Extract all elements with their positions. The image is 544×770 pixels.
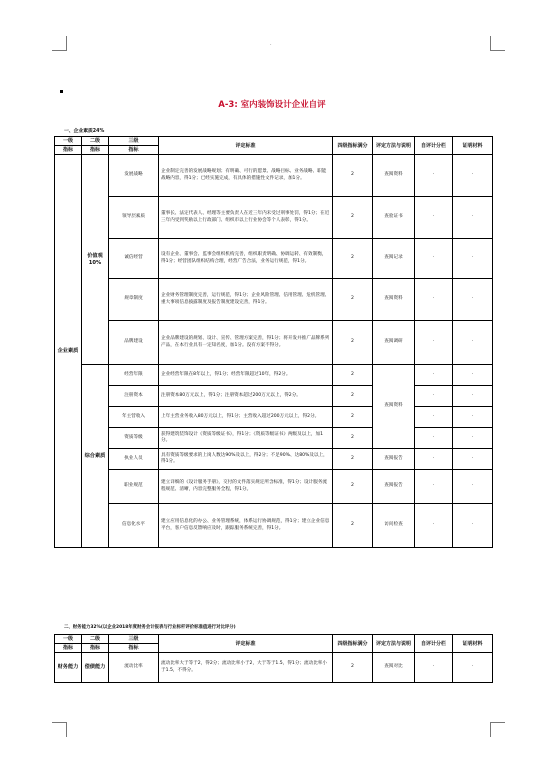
- indicator-method: 查阅报告: [373, 449, 415, 470]
- header-level4: 四级指标满分: [333, 137, 373, 155]
- self-score-cell[interactable]: ·: [415, 155, 453, 197]
- indicator-name: 资质等级: [109, 428, 159, 449]
- indicator-score: 2: [333, 653, 373, 683]
- self-score-cell[interactable]: ·: [415, 470, 453, 504]
- indicator-method: 查阅资料: [373, 155, 415, 197]
- indicator-standard: 上年主营业务收入80万元以上，得1分；主营收入超过200万元以上，得2分。: [159, 407, 333, 428]
- table-row: [55, 155, 493, 197]
- indicator-name: 诚信经营: [109, 239, 159, 279]
- section-heading-1: 一、企业素质24%: [64, 129, 105, 134]
- indicator-name: 流动比率: [109, 653, 159, 683]
- self-score-cell[interactable]: ·: [415, 428, 453, 449]
- header-level2-sub: 指标: [82, 146, 109, 155]
- proof-cell[interactable]: ·: [453, 321, 493, 365]
- self-score-cell[interactable]: ·: [415, 504, 453, 548]
- indicator-method: 查阅对比: [373, 653, 415, 683]
- indicator-method: 查阅报告: [373, 470, 415, 504]
- assessment-table-1: [54, 136, 493, 548]
- header-mark: ·: [270, 42, 272, 48]
- indicator-standard: 建立详细的《设计服务手册》，交付的文件落实规定所含标准，得1分；设计服务流程规范、清晰，内容完整服务全程，得1分。: [159, 470, 333, 504]
- table-row: [55, 197, 493, 239]
- section-heading-2: 二、财务能力32%(以企业2018年度财务会计报表与行业标杆评价标准值进行对比评分): [64, 625, 236, 630]
- header-standard: 评定标准: [159, 137, 333, 155]
- header-level2: 二级: [82, 635, 109, 644]
- indicator-score: 2: [333, 155, 373, 197]
- self-score-cell[interactable]: ·: [415, 449, 453, 470]
- indicator-score: 2: [333, 386, 373, 407]
- header-standard: 评定标准: [159, 635, 333, 653]
- table-row: [55, 504, 493, 548]
- indicator-standard: 董事长、法定代表人、经理等主要负责人在近三年内未受过刑事处罚，得1分；在近三年内受到奖励以上行政部门、组织市以上行业协会等个人表彰，得1分。: [159, 197, 333, 239]
- proof-cell[interactable]: ·: [453, 449, 493, 470]
- proof-cell[interactable]: ·: [453, 155, 493, 197]
- header-level2: 二级: [82, 137, 109, 146]
- indicator-score: 2: [333, 449, 373, 470]
- indicator-score: 2: [333, 470, 373, 504]
- header-level3: 三级: [109, 137, 159, 146]
- crop-mark-bottom-right: [490, 722, 505, 737]
- proof-cell[interactable]: ·: [453, 239, 493, 279]
- table-row: [55, 321, 493, 365]
- header-method: 评定方法与说明: [373, 635, 415, 653]
- indicator-score: 2: [333, 504, 373, 548]
- indicator-method: 查阅资料: [373, 365, 415, 449]
- self-score-cell[interactable]: ·: [415, 239, 453, 279]
- indicator-standard: 企业经营年限在8年以上，得1分；经营年限超过10年，得2分。: [159, 365, 333, 386]
- indicator-name: 领导层素质: [109, 197, 159, 239]
- page-title: A-3: 室内装饰设计企业自评: [218, 100, 326, 110]
- indicator-standard: 企业品牌建设的规划、设计、宣传、管理方案完善，得1分；将开发并推广品牌系列产品，在本行业具有一定知名度，加1分。没有方案不得分。: [159, 321, 333, 365]
- header-level3-sub: 指标: [109, 146, 159, 155]
- indicator-score: 2: [333, 428, 373, 449]
- crop-mark-bottom-left: [52, 722, 67, 737]
- proof-cell[interactable]: ·: [453, 279, 493, 321]
- header-level4: 四级指标满分: [333, 635, 373, 653]
- table-row: [55, 449, 493, 470]
- indicator-score: 2: [333, 239, 373, 279]
- crop-mark-top-left: [52, 36, 67, 51]
- proof-cell[interactable]: ·: [453, 407, 493, 428]
- indicator-standard: 注册资本80万元以上，得1分；注册资本超过200万元以上，得2分。: [159, 386, 333, 407]
- self-score-cell[interactable]: ·: [415, 279, 453, 321]
- self-score-cell[interactable]: ·: [415, 321, 453, 365]
- header-method: 评定方法与说明: [373, 137, 415, 155]
- indicator-method: 查阅调研: [373, 321, 415, 365]
- group-values: 价值观10%: [82, 155, 109, 365]
- indicator-name: 发展战略: [109, 155, 159, 197]
- header-level1-sub: 指标: [55, 644, 82, 653]
- indicator-standard: 设有企业、董事会、监事会组织机构完善，组织职责明确、协调运转、有效制衡，得1分；经营团队组织结构合理，经营广告合法，业务运行规范，得1分。: [159, 239, 333, 279]
- header-self-score: 自评计分栏: [415, 137, 453, 155]
- proof-cell[interactable]: ·: [453, 504, 493, 548]
- indicator-standard: 获得建筑装饰设计《资质等级证书》，得1分；《资质等级证书》两级及以上，加1分。: [159, 428, 333, 449]
- self-score-cell[interactable]: ·: [415, 653, 453, 683]
- indicator-score: 2: [333, 197, 373, 239]
- indicator-name: 执业人员: [109, 449, 159, 470]
- table-row: [55, 239, 493, 279]
- table-row: [55, 279, 493, 321]
- bullet-mark: [60, 90, 63, 93]
- header-level3: 三级: [109, 635, 159, 644]
- indicator-name: 品牌建设: [109, 321, 159, 365]
- self-score-cell[interactable]: ·: [415, 407, 453, 428]
- indicator-standard: 具有资质等级要求的上岗人数达90%及以上，得2分；不足90%、达80%及以上，得1分。: [159, 449, 333, 470]
- indicator-method: 查验证书: [373, 197, 415, 239]
- self-score-cell[interactable]: ·: [415, 386, 453, 407]
- group-solvency: 偿债能力: [82, 653, 109, 683]
- indicator-name: 规章制度: [109, 279, 159, 321]
- proof-cell[interactable]: ·: [453, 365, 493, 386]
- table-row: [55, 365, 493, 386]
- table-row: [55, 470, 493, 504]
- indicator-score: 2: [333, 407, 373, 428]
- indicator-name: 注册资本: [109, 386, 159, 407]
- header-level3-sub: 指标: [109, 644, 159, 653]
- indicator-method: 访问检查: [373, 504, 415, 548]
- table-row: [55, 407, 493, 428]
- self-score-cell[interactable]: ·: [415, 197, 453, 239]
- indicator-name: 年主营收入: [109, 407, 159, 428]
- proof-cell[interactable]: ·: [453, 197, 493, 239]
- header-proof: 证明材料: [453, 635, 493, 653]
- proof-cell[interactable]: ·: [453, 386, 493, 407]
- header-self-score: 自评计分栏: [415, 635, 453, 653]
- indicator-score: 2: [333, 365, 373, 386]
- header-level2-sub: 指标: [82, 644, 109, 653]
- indicator-score: 2: [333, 321, 373, 365]
- header-level1: 一级: [55, 635, 82, 644]
- proof-cell[interactable]: ·: [453, 470, 493, 504]
- category-enterprise-quality: 企业素质: [55, 155, 82, 548]
- proof-cell[interactable]: ·: [453, 653, 493, 683]
- indicator-name: 经营年限: [109, 365, 159, 386]
- header-level1-sub: 指标: [55, 146, 82, 155]
- table-row: [55, 386, 493, 407]
- indicator-standard: 建立应用信息化的办公、业务管理系统，体系运行协调规范，得1分；建立企业信息平台，客户信息反馈响应及时，跟踪服务系统完善，得1分。: [159, 504, 333, 548]
- indicator-standard: 企业制定完善的发展战略规划；有明确、可行的愿景、战略目标、业务战略、职能战略内容，得1分；已经实施完成，有具体的措施性文件记录，加1分。: [159, 155, 333, 197]
- table-row: [55, 428, 493, 449]
- indicator-name: 职业规范: [109, 470, 159, 504]
- assessment-table-2: [54, 634, 493, 683]
- indicator-standard: 企业财务管理制度完善，运行规范，得1分；企业风险管理、信用管理、危机管理、重大事项信息披露制度及报告制度建设完善，得1分。: [159, 279, 333, 321]
- header-level1: 一级: [55, 137, 82, 146]
- indicator-name: 信息化水平: [109, 504, 159, 548]
- proof-cell[interactable]: ·: [453, 428, 493, 449]
- self-score-cell[interactable]: ·: [415, 365, 453, 386]
- group-comprehensive-quality: 综合素质: [82, 365, 109, 548]
- indicator-standard: 流动比率大于等于2，得2分；流动比率小于2，大于等于1.5，得1分；流动比率小于1.5，不得分。: [159, 653, 333, 683]
- indicator-method: 查阅记录: [373, 239, 415, 279]
- table-row: [55, 653, 493, 683]
- indicator-score: 2: [333, 279, 373, 321]
- header-proof: 证明材料: [453, 137, 493, 155]
- crop-mark-top-right: [490, 36, 505, 51]
- category-financial-capacity: 财务能力: [55, 653, 82, 683]
- indicator-method: 查阅资料: [373, 279, 415, 321]
